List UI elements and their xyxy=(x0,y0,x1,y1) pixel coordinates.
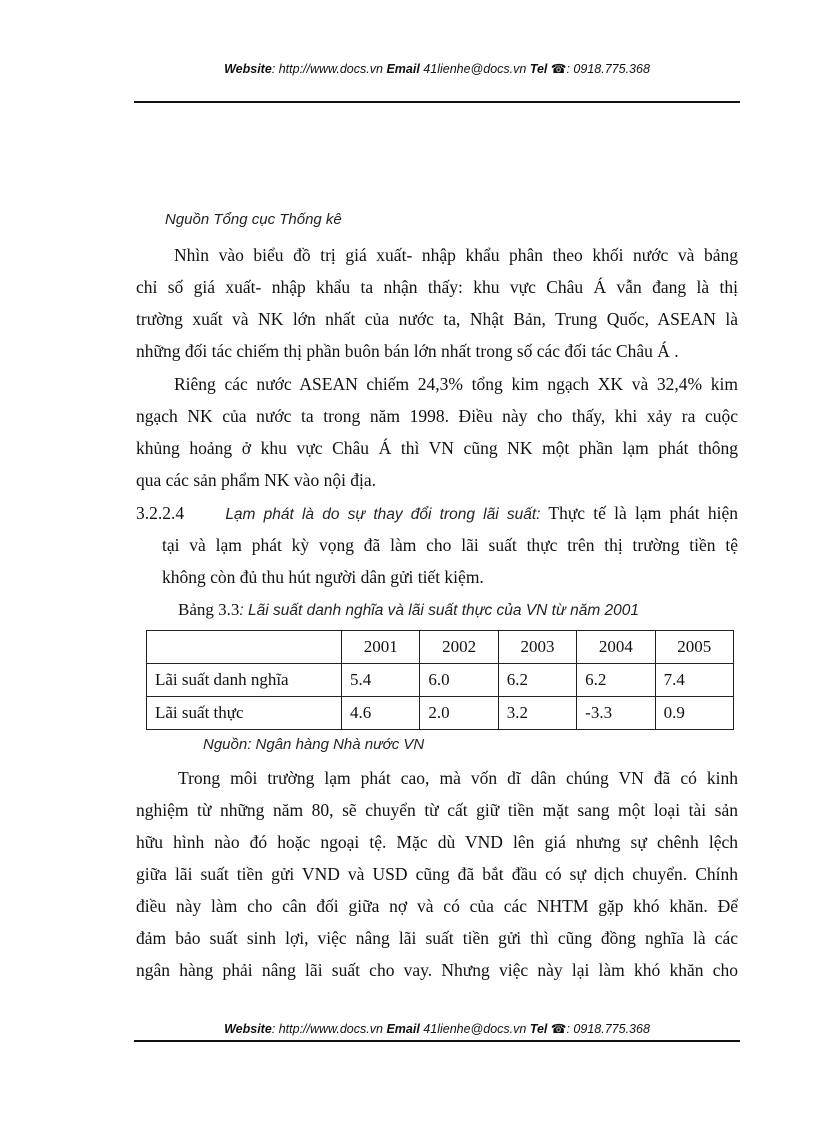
table-row xyxy=(147,664,734,697)
source-note: Nguồn Tổng cục Thống kê xyxy=(165,211,342,228)
caption-text: : Lãi suất danh nghĩa và lãi suất thực của VN từ năm 2001 xyxy=(239,602,640,619)
interest-rate-table xyxy=(146,630,734,730)
email-label: Email xyxy=(386,62,420,76)
tel-number: : 0918.775.368 xyxy=(566,1022,650,1036)
paragraph-1 xyxy=(136,239,738,367)
table-caption xyxy=(178,600,639,620)
page-number: 41 xyxy=(423,1022,438,1036)
paragraph-line: đảm bảo suất sinh lợi, việc nâng lãi suất tiền gửi thì cũng đồng nghĩa là các xyxy=(136,928,738,948)
paragraph-3 xyxy=(136,762,738,986)
paragraph-line: ngạch NK của nước ta trong năm 1998. Điều này cho thấy, khi xảy ra cuộc xyxy=(136,406,738,426)
paragraph-line: Riêng các nước ASEAN chiếm 24,3% tổng kim ngạch XK và 32,4% kim xyxy=(174,374,738,394)
value-cell: -3.3 xyxy=(577,697,655,730)
table-corner-cell xyxy=(147,631,342,664)
value-cell: 2.0 xyxy=(420,697,498,730)
year-cell: 2002 xyxy=(420,631,498,664)
value-cell: 6.2 xyxy=(498,664,576,697)
website-url[interactable]: : http://www.docs.vn xyxy=(271,62,383,76)
section-heading-line xyxy=(136,497,738,529)
section-number: 3.2.2.4 xyxy=(136,503,185,523)
header-rule xyxy=(134,101,740,103)
page-header xyxy=(134,61,740,76)
row-label: Lãi suất danh nghĩa xyxy=(147,664,342,697)
website-url[interactable]: : http://www.docs.vn xyxy=(271,1022,383,1036)
email-label: Email xyxy=(386,1022,420,1036)
website-label: Website xyxy=(224,1022,272,1036)
paragraph-line: giữa lãi suất tiền gửi VND và USD cũng đã bắt đầu có sự dịch chuyển. Chính xyxy=(136,864,738,884)
value-cell: 6.0 xyxy=(420,664,498,697)
paragraph-line: Nhìn vào biểu đồ trị giá xuất- nhập khẩu phân theo khối nước và bảng xyxy=(174,245,738,265)
paragraph-line: khủng hoảng ở khu vực Châu Á thì VN cũng NK một phần lạm phát thông xyxy=(136,438,738,458)
paragraph-line: chỉ số giá xuất- nhập khẩu ta nhận thấy: khu vực Châu Á vẫn đang là thị xyxy=(136,277,738,297)
footer-rule xyxy=(134,1040,740,1042)
value-cell: 7.4 xyxy=(655,664,733,697)
value-cell: 3.2 xyxy=(498,697,576,730)
paragraph-line: Trong môi trường lạm phát cao, mà vốn dĩ dân chúng VN đã có kinh xyxy=(178,768,738,788)
paragraph-line: ngân hàng phải nâng lãi suất cho vay. Nhưng việc này lại làm khó khăn cho xyxy=(136,960,738,980)
paragraph-line: qua các sản phẩm NK vào nội địa. xyxy=(136,470,377,490)
phone-icon: ☎ xyxy=(550,1022,567,1036)
paragraph-line: nghiệm từ những năm 80, sẽ chuyển từ cất giữ tiền mặt sang một loại tài sản xyxy=(136,800,738,820)
section-3-2-2-4 xyxy=(136,497,738,593)
value-cell: 5.4 xyxy=(342,664,420,697)
paragraph-line: hữu hình nào đó hoặc ngoại tệ. Mặc dù VND lên giá nhưng sự chênh lệch xyxy=(136,832,738,852)
year-cell: 2003 xyxy=(498,631,576,664)
year-cell: 2001 xyxy=(342,631,420,664)
table-header-row xyxy=(147,631,734,664)
tel-label: Tel xyxy=(529,1022,548,1036)
year-cell: 2005 xyxy=(655,631,733,664)
page-footer xyxy=(134,1021,740,1036)
year-cell: 2004 xyxy=(577,631,655,664)
paragraph-line: tại và lạm phát kỳ vọng đã làm cho lãi suất thực trên thị trường tiền tệ xyxy=(162,535,738,555)
email-address[interactable]: lienhe@docs.vn xyxy=(437,1022,527,1036)
paragraph-line: những đối tác chiếm thị phần buôn bán lớn nhất trong số các đối tác Châu Á . xyxy=(136,341,679,361)
page-number: 41 xyxy=(423,62,438,76)
website-label: Website xyxy=(224,62,272,76)
row-label: Lãi suất thực xyxy=(147,697,342,730)
section-text: Thực tế là lạm phát hiện xyxy=(548,503,739,523)
paragraph-line: không còn đủ thu hút người dân gửi tiết kiệm. xyxy=(162,567,484,587)
table-row xyxy=(147,697,734,730)
paragraph-line: điều này làm cho cân đối giữa nợ và có của các NHTM gặp khó khăn. Để xyxy=(136,896,738,916)
value-cell: 4.6 xyxy=(342,697,420,730)
caption-prefix: Bảng 3.3 xyxy=(178,600,240,619)
paragraph-line: trường xuất và NK lớn nhất của nước ta, Nhật Bản, Trung Quốc, ASEAN là xyxy=(136,309,738,329)
phone-icon: ☎ xyxy=(550,62,567,76)
email-address[interactable]: lienhe@docs.vn xyxy=(437,62,527,76)
section-title: Lạm phát là do sự thay đổi trong lãi suất: xyxy=(225,506,541,523)
paragraph-2 xyxy=(136,368,738,496)
value-cell: 6.2 xyxy=(577,664,655,697)
tel-label: Tel xyxy=(529,62,548,76)
value-cell: 0.9 xyxy=(655,697,733,730)
tel-number: : 0918.775.368 xyxy=(566,62,650,76)
table-source-note: Nguồn: Ngân hàng Nhà nước VN xyxy=(203,736,425,753)
